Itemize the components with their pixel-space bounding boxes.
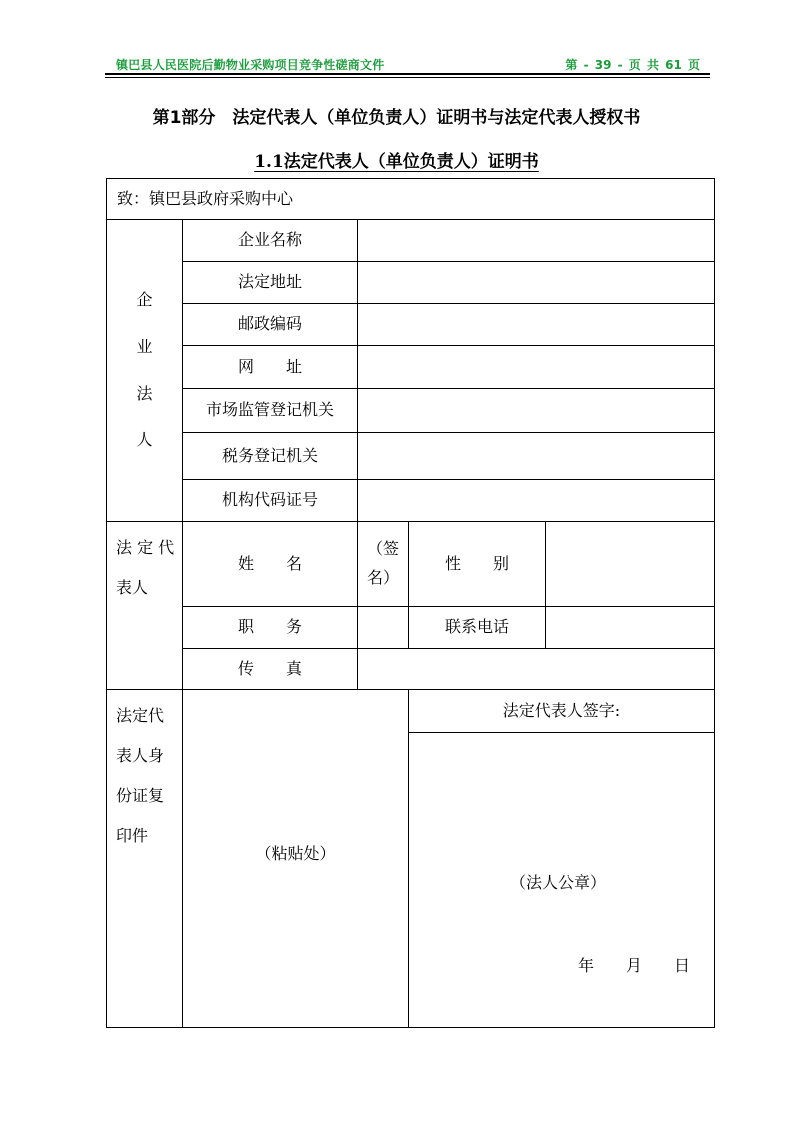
header-document-title: 镇巴县人民医院后勤物业采购项目竞争性磋商文件 bbox=[116, 58, 385, 72]
phone-field[interactable] bbox=[545, 606, 715, 649]
tax-authority-field[interactable] bbox=[357, 432, 715, 480]
enterprise-label-char: 业 bbox=[136, 336, 153, 356]
id-copy-label-line: 法定代 bbox=[116, 706, 165, 725]
id-paste-area[interactable] bbox=[182, 689, 409, 1028]
subsection-title-text: 1.1法定代表人（单位负责人）证明书 bbox=[254, 152, 539, 172]
enterprise-legal-person-label bbox=[106, 219, 183, 522]
postal-code-label: 邮政编码 bbox=[182, 303, 358, 346]
signature-label bbox=[357, 521, 409, 607]
fax-label: 传 真 bbox=[182, 648, 358, 690]
company-name-field[interactable] bbox=[357, 219, 715, 262]
gender-field[interactable] bbox=[545, 521, 715, 607]
header-rule-thin bbox=[105, 77, 710, 78]
enterprise-label-char: 企 bbox=[136, 289, 153, 309]
fax-field[interactable] bbox=[357, 648, 715, 690]
id-copy-label-line: 印件 bbox=[116, 826, 149, 845]
header-rule-thick bbox=[105, 73, 710, 75]
paste-here-text: （粘贴处） bbox=[255, 844, 336, 864]
id-copy-label-line: 表人身 bbox=[116, 746, 165, 765]
section-title: 第1部分 法定代表人（单位负责人）证明书与法定代表人授权书 bbox=[152, 108, 641, 128]
signature-label-line: （签 bbox=[366, 539, 399, 559]
org-code-label: 机构代码证号 bbox=[182, 479, 358, 522]
rep-label-line: 法 定 代 bbox=[116, 538, 175, 557]
rep-label-line: 表人 bbox=[116, 578, 149, 597]
postal-code-field[interactable] bbox=[357, 303, 715, 346]
phone-label: 联系电话 bbox=[408, 606, 546, 649]
position-label: 职 务 bbox=[182, 606, 358, 649]
org-code-field[interactable] bbox=[357, 479, 715, 522]
market-authority-label: 市场监管登记机关 bbox=[182, 388, 358, 433]
website-field[interactable] bbox=[357, 345, 715, 389]
id-copy-label-line: 份证复 bbox=[116, 786, 165, 805]
market-authority-field[interactable] bbox=[357, 388, 715, 433]
gender-label: 性 别 bbox=[408, 521, 546, 607]
signature-label-line: 名） bbox=[366, 568, 399, 587]
enterprise-label-char: 法 bbox=[136, 383, 153, 403]
company-name-label: 企业名称 bbox=[182, 219, 358, 262]
rep-signature-label: 法定代表人签字: bbox=[408, 689, 715, 733]
subsection-title bbox=[0, 147, 793, 172]
legal-representative-label bbox=[106, 521, 183, 690]
website-label: 网 址 bbox=[182, 345, 358, 389]
id-copy-label bbox=[106, 689, 183, 1028]
header-page-number: 第 - 39 - 页 共 61 页 bbox=[565, 58, 700, 72]
date-text: 年 月 日 bbox=[578, 956, 691, 975]
legal-address-field[interactable] bbox=[357, 261, 715, 304]
seal-text: （法人公章） bbox=[510, 873, 607, 892]
legal-address-label: 法定地址 bbox=[182, 261, 358, 304]
to-line: 致：镇巴县政府采购中心 bbox=[106, 178, 715, 220]
tax-authority-label: 税务登记机关 bbox=[182, 432, 358, 480]
enterprise-label-char: 人 bbox=[136, 430, 153, 450]
position-field[interactable] bbox=[357, 606, 409, 649]
name-label: 姓 名 bbox=[182, 521, 358, 607]
